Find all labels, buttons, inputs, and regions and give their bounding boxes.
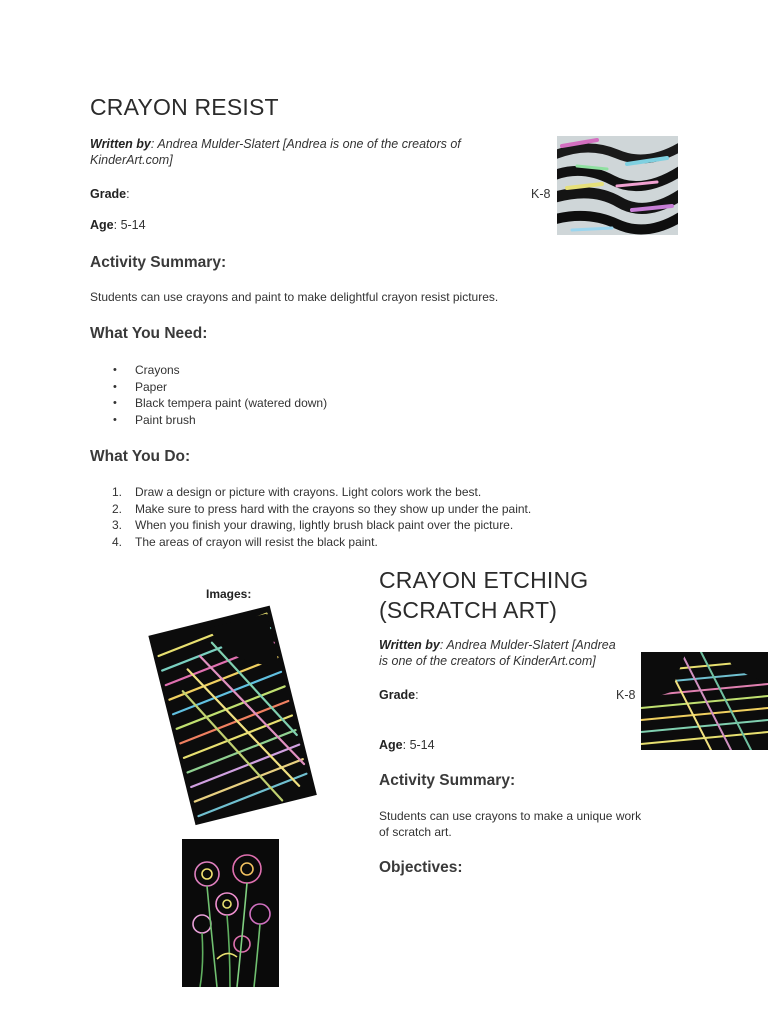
- etching-summary-text: [379, 808, 641, 840]
- etching-title-line1: CRAYON ETCHING: [379, 567, 589, 593]
- list-item: 1. Draw a design or picture with crayons. Light colors work the best.: [112, 485, 482, 499]
- written-by-text: : Andrea Mulder-Slatert [Andrea is one of the creators of KinderArt.com]: [90, 137, 461, 167]
- images-label: Images:: [206, 587, 252, 601]
- list-item: • Black tempera paint (watered down): [90, 395, 327, 412]
- age-label: Age: [379, 738, 403, 752]
- step-text: When you finish your drawing, lightly brush black paint over the picture.: [135, 518, 514, 532]
- age-value: : 5-14: [402, 738, 435, 752]
- step-text: Draw a design or picture with crayons. Light colors work the best.: [135, 485, 482, 499]
- written-by-label: Written by: [90, 137, 151, 151]
- crayon-etching-title: [379, 565, 588, 625]
- resist-grade: Grade:: [90, 187, 130, 201]
- what-you-do-heading: What You Do:: [90, 448, 191, 465]
- resist-grade-value: K-8: [531, 187, 551, 201]
- etching-title-line2: (SCRATCH ART): [379, 597, 558, 623]
- what-you-need-list: [90, 362, 327, 428]
- age-value: : 5-14: [113, 218, 146, 232]
- scratch-art-image: [140, 600, 325, 830]
- crayon-resist-title: CRAYON RESIST: [90, 94, 279, 120]
- etching-age: [379, 737, 435, 753]
- etching-summary-heading: Activity Summary:: [379, 772, 516, 789]
- etching-written-by: [379, 637, 639, 669]
- what-you-do-list: [90, 484, 531, 550]
- objectives-heading: Objectives:: [379, 859, 463, 876]
- written-by-label: Written by: [379, 638, 440, 652]
- written-by-line2: is one of the creators of KinderArt.com]: [379, 654, 596, 668]
- etching-grade-value: K-8: [616, 688, 636, 702]
- step-text: Make sure to press hard with the crayons so they show up under the paint.: [135, 501, 532, 516]
- summary-line1: Students can use crayons to make a unique work: [379, 809, 642, 823]
- list-item: • Paint brush: [90, 412, 327, 429]
- grade-label: Grade: [379, 688, 416, 702]
- resist-summary-heading: Activity Summary:: [90, 254, 227, 271]
- resist-written-by: [90, 136, 500, 168]
- resist-age: [90, 217, 146, 233]
- grade-label: Grade: [90, 187, 127, 201]
- what-you-need-heading: What You Need:: [90, 325, 208, 342]
- step-text: The areas of crayon will resist the black paint.: [135, 534, 378, 549]
- list-item: 4. The areas of crayon will resist the black paint.: [112, 534, 378, 549]
- list-item: • Crayons: [90, 362, 327, 379]
- crayon-resist-image: [557, 136, 678, 235]
- crayon-etching-image: [641, 652, 768, 750]
- resist-summary-text: Students can use crayons and paint to make delightful crayon resist pictures.: [90, 290, 499, 304]
- age-label: Age: [90, 218, 114, 232]
- list-item: • Paper: [90, 379, 327, 396]
- etching-grade: Grade:: [379, 688, 419, 702]
- list-item: 2. Make sure to press hard with the crayons so they show up under the paint.: [112, 501, 532, 516]
- summary-line2: of scratch art.: [379, 825, 452, 839]
- list-item: 3. When you finish your drawing, lightly brush black paint over the picture.: [112, 518, 514, 532]
- written-by-line1: : Andrea Mulder-Slatert [Andrea: [439, 638, 616, 652]
- flower-scratch-image: [182, 839, 279, 987]
